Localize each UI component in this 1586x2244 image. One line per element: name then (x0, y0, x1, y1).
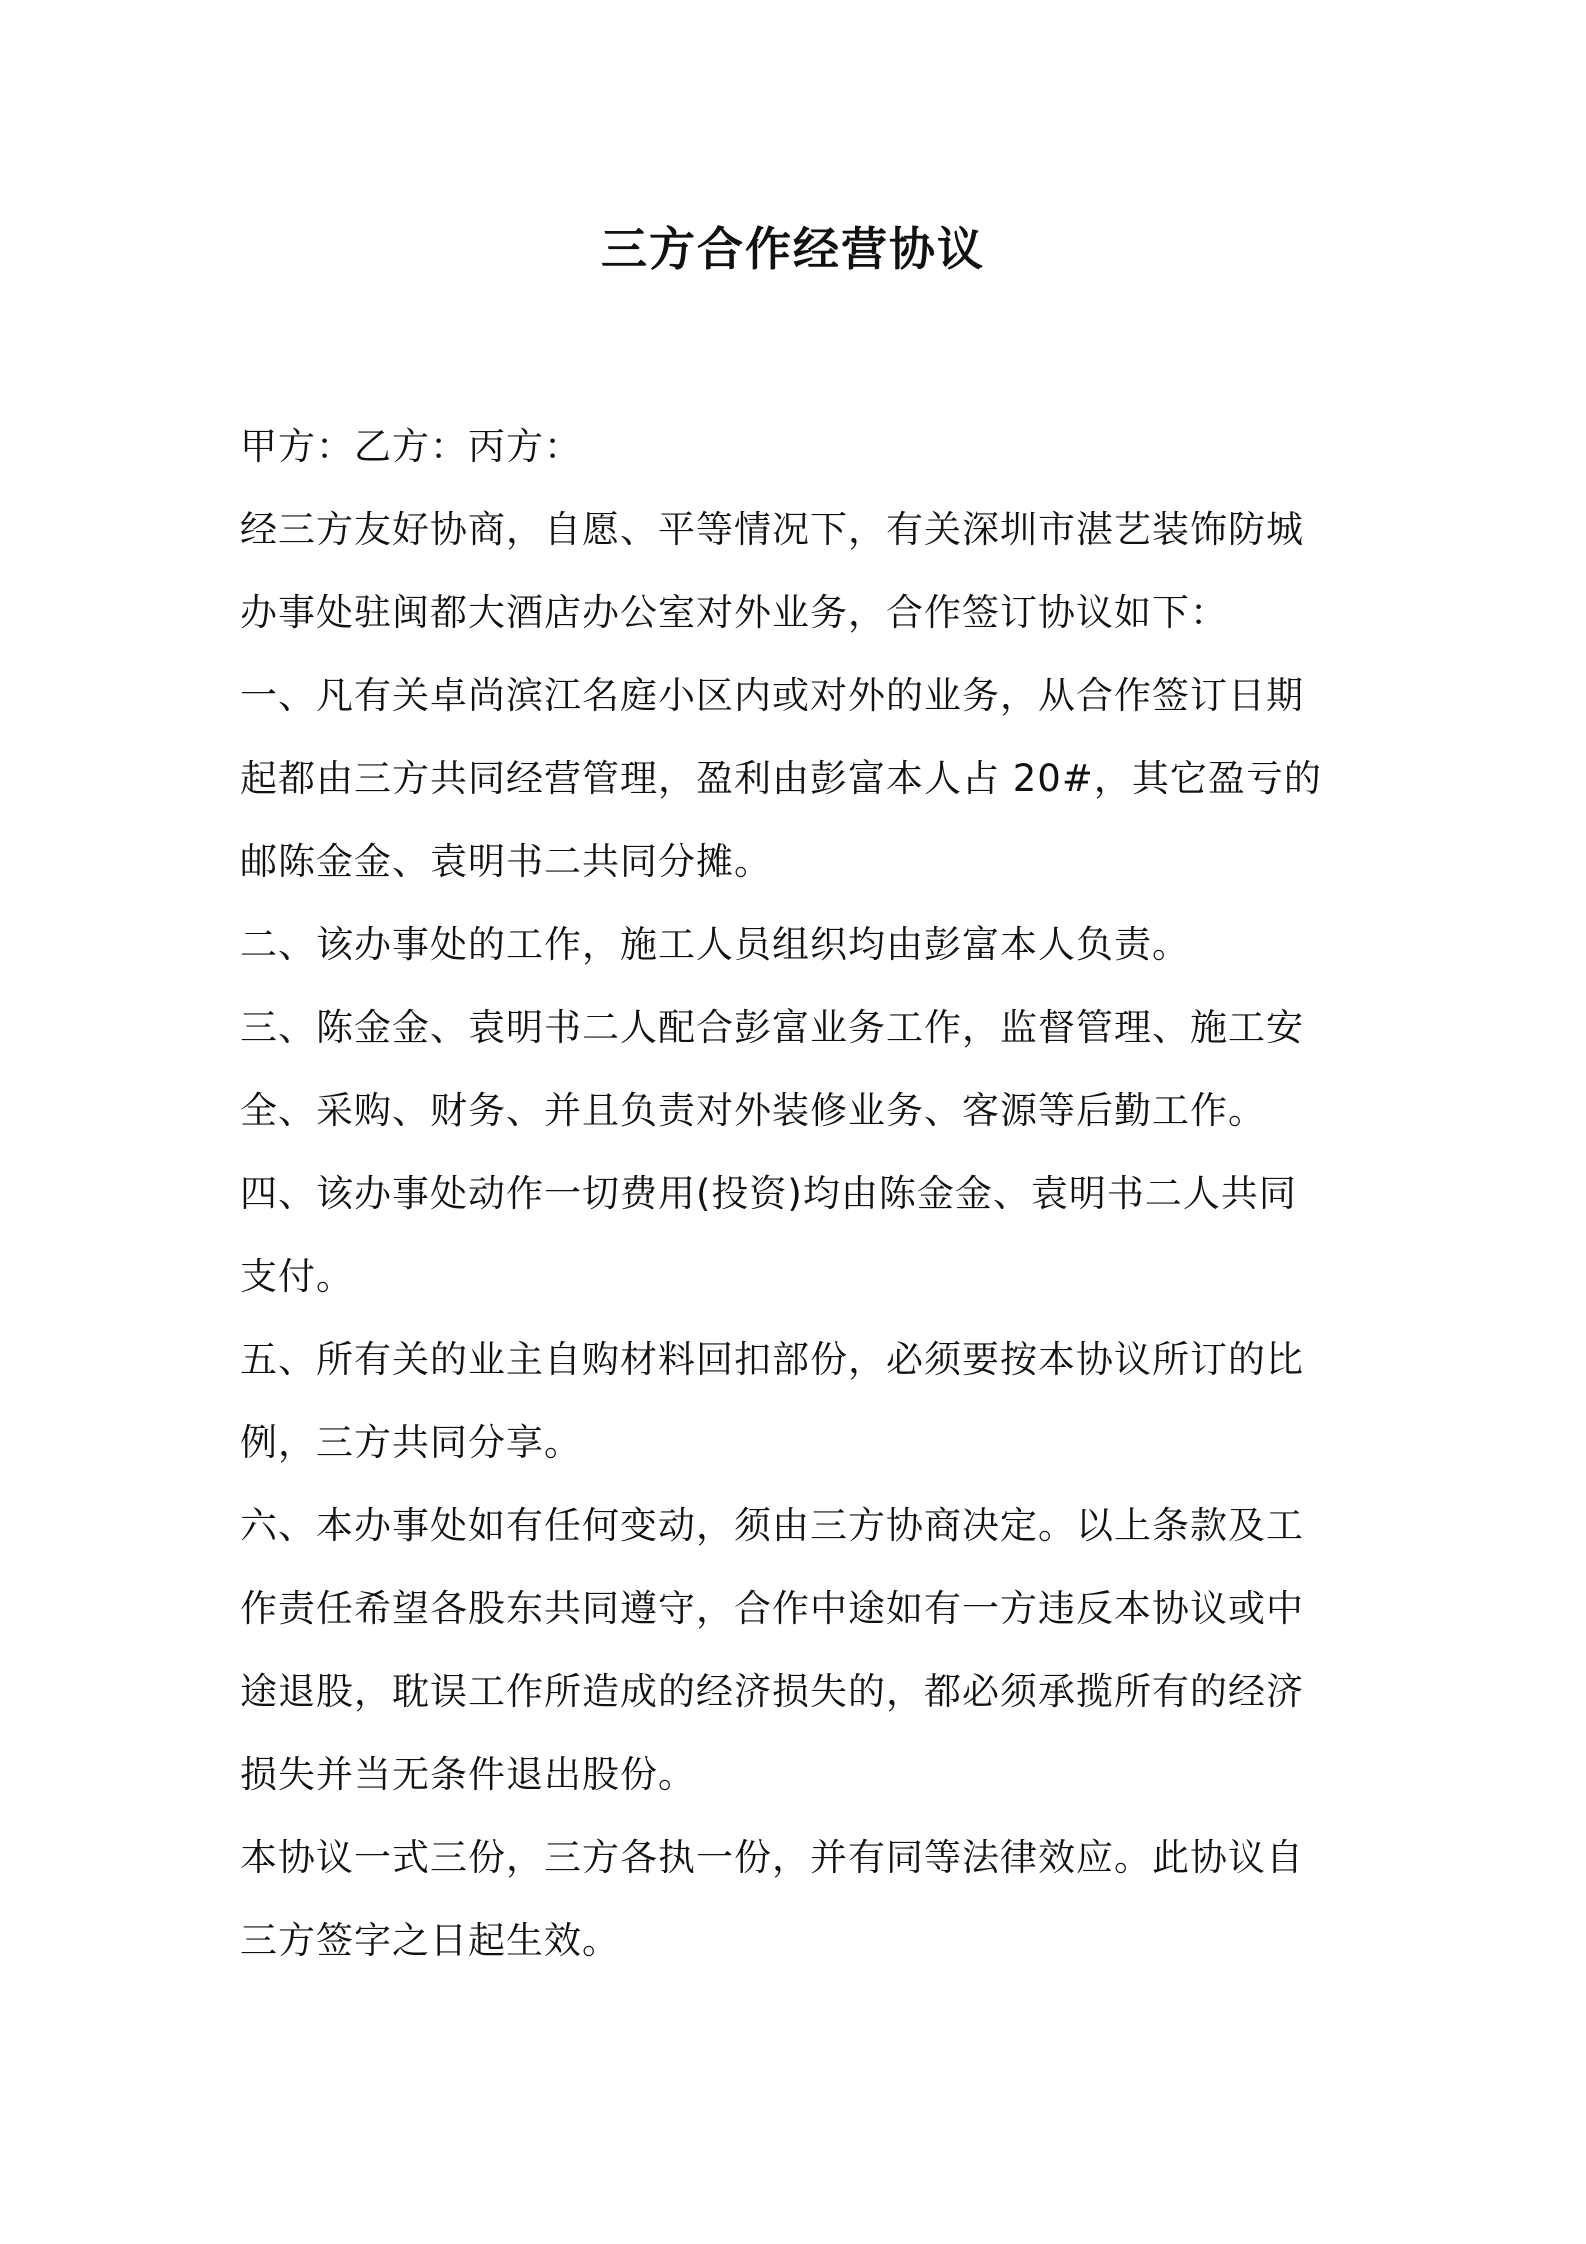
clause-5-line-2: 例，三方共同分享。 (240, 1421, 582, 1464)
clause-1-line-3: 邮陈金金、袁明书二共同分摊。 (240, 840, 772, 883)
document-title: 三方合作经营协议 (601, 222, 985, 276)
clause-6-line-2: 作责任希望各股东共同遵守，合作中途如有一方违反本协议或中 (240, 1587, 1304, 1630)
clause-6-line-1: 六、本办事处如有任何变动，须由三方协商决定。以上条款及工 (240, 1504, 1304, 1547)
clause-5-line-1: 五、所有关的业主自购材料回扣部份，必须要按本协议所订的比 (240, 1338, 1304, 1381)
clause-4-line-2: 支付。 (240, 1255, 354, 1298)
preamble-line-2: 办事处驻闽都大酒店办公室对外业务，合作签订协议如下： (240, 591, 1228, 634)
closing-line-2: 三方签字之日起生效。 (240, 1919, 620, 1962)
preamble-line-1: 经三方友好协商，自愿、平等情况下，有关深圳市湛艺装饰防城 (240, 508, 1304, 551)
clause-4-line-1: 四、该办事处动作一切费用(投资)均由陈金金、袁明书二人共同 (240, 1172, 1297, 1215)
clause-1-line-1: 一、凡有关卓尚滨江名庭小区内或对外的业务，从合作签订日期 (240, 674, 1304, 717)
closing-line-1: 本协议一式三份，三方各执一份，并有同等法律效应。此协议自 (240, 1836, 1304, 1879)
clause-6-line-4: 损失并当无条件退出股份。 (240, 1753, 696, 1796)
document-body (240, 405, 1360, 1982)
clause-6-line-3: 途退股，耽误工作所造成的经济损失的，都必须承揽所有的经济 (240, 1670, 1304, 1713)
parties-line: 甲方：乙方：丙方： (240, 425, 582, 468)
clause-3-line-2: 全、采购、财务、并且负责对外装修业务、客源等后勤工作。 (240, 1089, 1266, 1132)
clause-2-line-1: 二、该办事处的工作，施工人员组织均由彭富本人负责。 (240, 923, 1190, 966)
clause-3-line-1: 三、陈金金、袁明书二人配合彭富业务工作，监督管理、施工安 (240, 1006, 1304, 1049)
clause-1-line-2: 起都由三方共同经营管理，盈利由彭富本人占 20#，其它盈亏的 (240, 757, 1322, 800)
